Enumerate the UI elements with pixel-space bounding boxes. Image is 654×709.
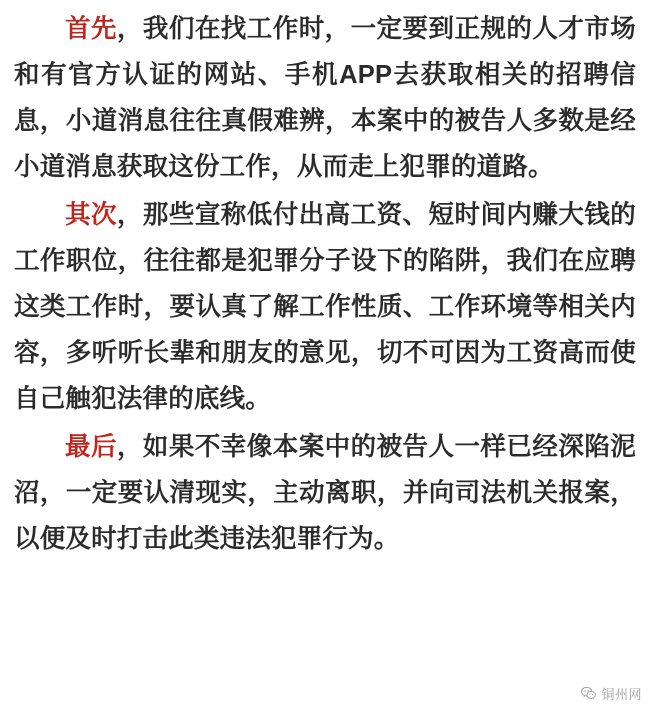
wechat-icon <box>581 687 596 700</box>
paragraph-lead-third: 最后 <box>65 433 117 461</box>
watermark-label: 铜州网 <box>601 687 642 702</box>
paragraph-lead-second: 其次 <box>65 201 117 229</box>
paragraph-lead-first: 首先 <box>65 15 117 43</box>
paragraph-second <box>14 192 636 422</box>
paragraph-third <box>14 424 636 562</box>
watermark <box>581 684 642 703</box>
paragraph-body-second: ，那些宣称低付出高工资、短时间内赚大钱的工作职位，往往都是犯罪分子设下的陷阱，我们在应聘这类工作时，要认真了解工作性质、工作环境等相关内容，多听听长辈和朋友的意见，切不可因为工资高而使自己触犯法律的底线。 <box>14 201 636 413</box>
paragraph-body-third: ，如果不幸像本案中的被告人一样已经深陷泥沼，一定要认清现实，主动离职，并向司法机关报案，以便及时打击此类违法犯罪行为。 <box>14 433 636 553</box>
paragraph-body-first: ，我们在找工作时，一定要到正规的人才市场和有官方认证的网站、手机APP去获取相关的招聘信息，小道消息往往真假难辨，本案中的被告人多数是经小道消息获取这份工作，从而走上犯罪的道路。 <box>14 15 636 181</box>
paragraph-first <box>14 6 636 190</box>
